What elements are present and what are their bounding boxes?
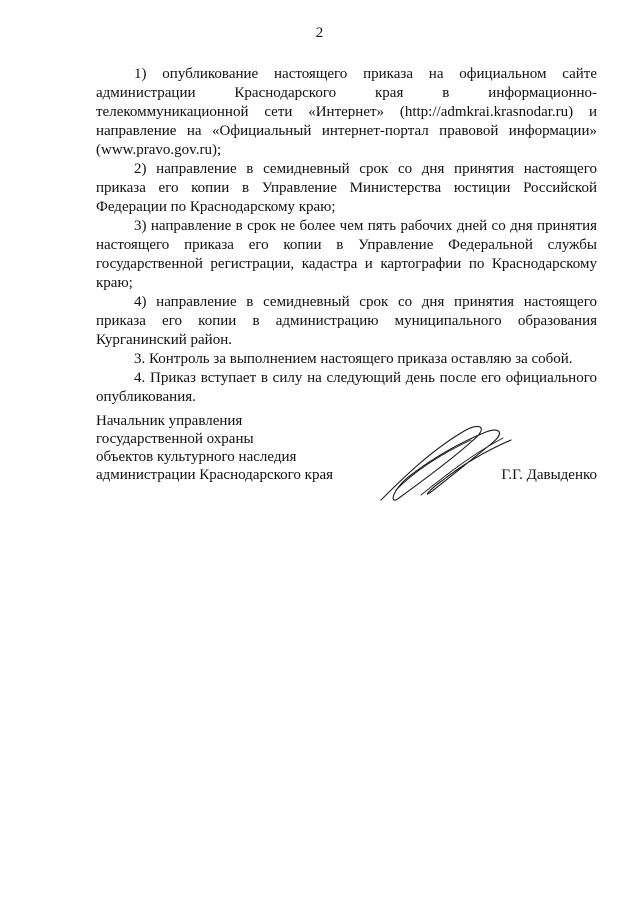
paragraph-publication: 1) опубликование настоящего приказа на официальном сайте администрации Краснодарского края в информационно-телекоммуникационной сети «Интернет» (http://admkrai.krasnodar.ru) и направление на «Официальный интернет-портал правовой информации» (www.pravo.gov.ru);: [96, 66, 597, 158]
paragraph-control: 3. Контроль за выполнением настоящего приказа оставляю за собой.: [134, 351, 573, 367]
paragraph-rosreestr: 3) направление в срок не более чем пять рабочих дней со дня принятия настоящего приказа его копии в Управление Федеральной службы государственной регистрации, кадастра и картографии по Краснодарскому краю;: [96, 218, 597, 291]
order-body: [96, 65, 597, 407]
signatory-position-line: администрации Краснодарского края: [96, 467, 334, 483]
signature-block: [96, 412, 597, 492]
paragraph-entry-into-force: 4. Приказ вступает в силу на следующий день после его официального опубликования.: [96, 370, 597, 405]
page-number: 2: [315, 25, 324, 41]
handwritten-signature: [371, 420, 521, 510]
signatory-position-line: объектов культурного наследия: [96, 449, 297, 465]
paragraph-ministry-justice: 2) направление в семидневный срок со дня принятия настоящего приказа его копии в Управление Министерства юстиции Российской Федерации по Краснодарскому краю;: [96, 161, 597, 215]
signatory-position: [96, 412, 356, 484]
paragraph-municipality: 4) направление в семидневный срок со дня принятия настоящего приказа его копии в администрацию муниципального образования Курганинский район.: [96, 294, 597, 348]
signatory-position-line: Начальник управления: [96, 413, 243, 429]
signatory-name: Г.Г. Давыденко: [501, 467, 597, 483]
signatory-position-line: государственной охраны: [96, 431, 254, 447]
